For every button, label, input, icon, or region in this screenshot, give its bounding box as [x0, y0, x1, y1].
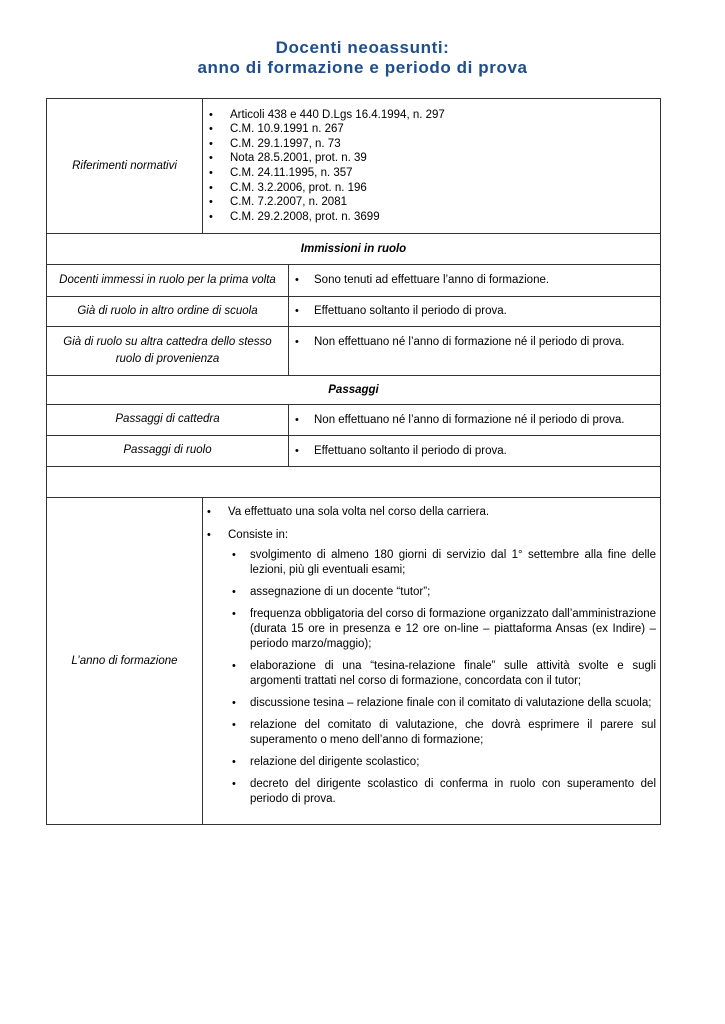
list-item: • C.M. 24.11.1995, n. 357 [205, 166, 660, 181]
list-item: • Non effettuano né l’anno di formazione né il periodo di prova. [289, 413, 660, 428]
row-label: Già di ruolo in altro ordine di scuola [47, 297, 289, 327]
riferimenti-cell [203, 99, 661, 234]
riferimenti-row [47, 99, 661, 234]
passaggi-heading: Passaggi [47, 376, 661, 405]
sub-list-item: • discussione tesina – relazione finale con il comitato di valutazione della scuola; [228, 696, 656, 711]
row-label: Passaggi di ruolo [47, 436, 289, 467]
list-item: • Effettuano soltanto il periodo di prova. [289, 304, 660, 319]
sub-list-item: • svolgimento di almeno 180 giorni di servizio dal 1° settembre alla fine delle lezioni, più gli eventuali esami; [228, 548, 656, 578]
table-row [47, 265, 661, 297]
list-item: • Nota 28.5.2001, prot. n. 39 [205, 151, 660, 166]
list-item [203, 528, 656, 807]
table-row [47, 436, 661, 467]
table-row [47, 405, 661, 436]
sub-list-item: • relazione del comitato di valutazione, che dovrà esprimere il parere sul superamento o meno dell’anno di formazione; [228, 718, 656, 748]
empty-cell [47, 467, 661, 498]
row-value-cell [289, 327, 661, 376]
row-value-cell [289, 297, 661, 327]
sub-list-item: • elaborazione di una “tesina-relazione finale” sulle attività svolte e sugli argomenti trattati nel corso di formazione, concordata con il tutor; [228, 659, 656, 689]
list-item: • C.M. 7.2.2007, n. 2081 [205, 195, 660, 210]
list-item: • Effettuano soltanto il periodo di prova. [289, 444, 660, 459]
row-label: Docenti immessi in ruolo per la prima volta [47, 265, 289, 297]
row-label: Già di ruolo su altra cattedra dello stesso ruolo di provenienza [47, 327, 289, 376]
page-subtitle: anno di formazione e periodo di prova [197, 58, 528, 77]
list-item: • Articoli 438 e 440 D.Lgs 16.4.1994, n. 297 [205, 108, 660, 123]
table-row [47, 297, 661, 327]
anno-row [47, 498, 661, 825]
row-value-cell [289, 265, 661, 297]
list-item: • Va effettuato una sola volta nel corso della carriera. [203, 505, 656, 520]
riferimenti-label: Riferimenti normativi [47, 99, 203, 234]
immissioni-heading: Immissioni in ruolo [47, 234, 661, 265]
list-item: • Non effettuano né l’anno di formazione né il periodo di prova. [289, 335, 660, 350]
row-value-cell [289, 405, 661, 436]
anno-label: L’anno di formazione [47, 498, 203, 825]
anno-cell [203, 498, 661, 825]
sub-list-item: • decreto del dirigente scolastico di conferma in ruolo con superamento del periodo di prova. [228, 777, 656, 807]
row-value-cell [289, 436, 661, 467]
list-item: • C.M. 29.1.1997, n. 73 [205, 137, 660, 152]
list-item: • Sono tenuti ad effettuare l’anno di formazione. [289, 273, 660, 288]
empty-row [47, 467, 661, 498]
anno-list [203, 505, 656, 807]
sub-list-item: • relazione del dirigente scolastico; [228, 755, 656, 770]
list-item: • C.M. 10.9.1991 n. 267 [205, 122, 660, 137]
info-table [46, 98, 661, 825]
sub-list-item: • frequenza obbligatoria del corso di formazione organizzato dall’amministrazione (durata 15 ore in presenza e 12 ore on-line – piattaforma Ansas (ex Indire) – periodo marzo/maggio); [228, 607, 656, 652]
riferimenti-list [205, 108, 660, 225]
row-label: Passaggi di cattedra [47, 405, 289, 436]
list-item: • C.M. 29.2.2008, prot. n. 3699 [205, 210, 660, 225]
sub-list-item: • assegnazione di un docente “tutor”; [228, 585, 656, 600]
consiste-label: Consiste in: [228, 529, 289, 541]
list-item: • C.M. 3.2.2006, prot. n. 196 [205, 181, 660, 196]
page-title: Docenti neoassunti: [275, 38, 450, 57]
anno-sublist [228, 548, 656, 807]
table-row [47, 327, 661, 376]
